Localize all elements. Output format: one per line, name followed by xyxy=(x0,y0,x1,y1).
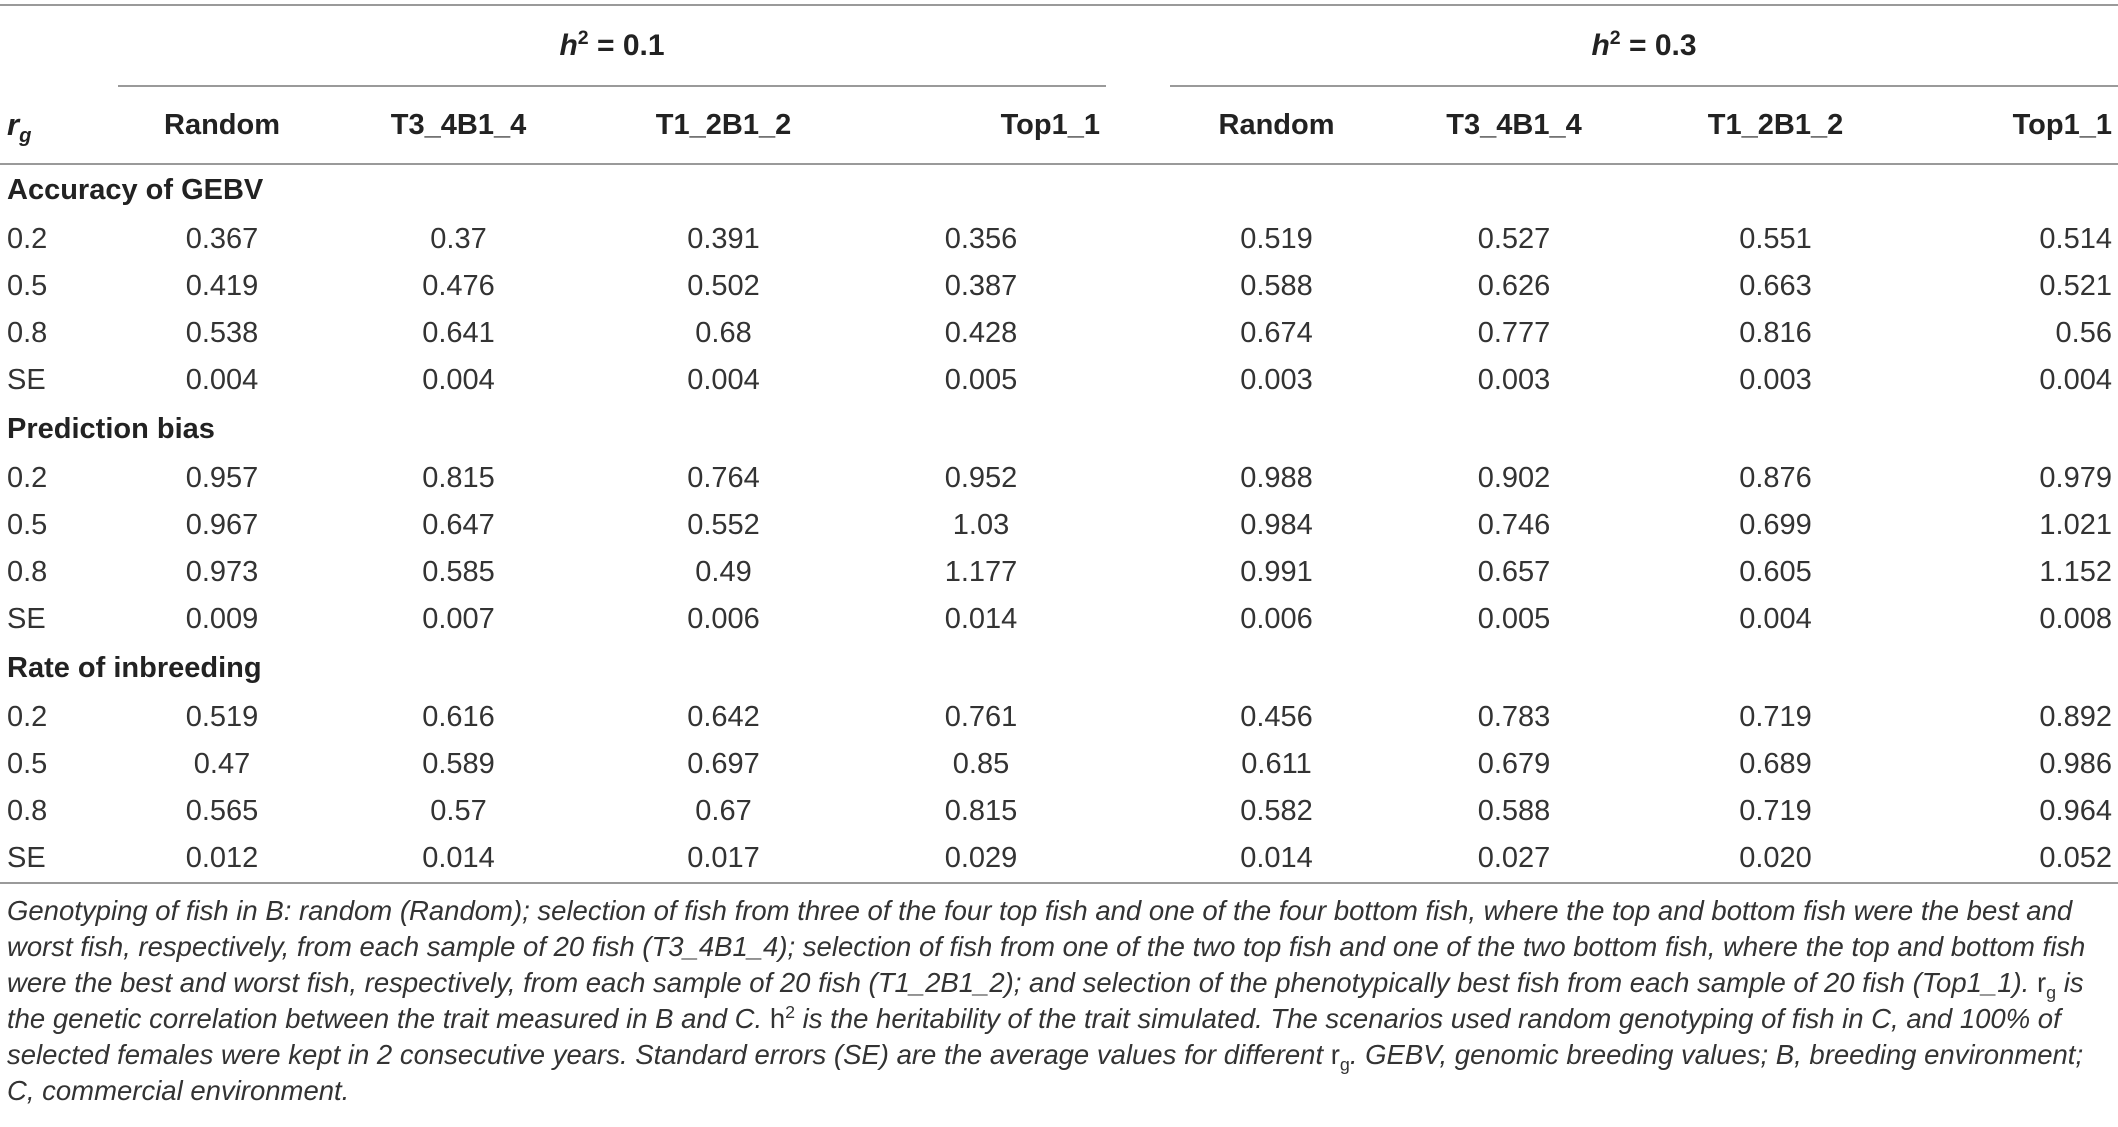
table-caption: Genotyping of fish in B: random (Random); selection of fish from three of the four top fish and one of the four bottom fish, where the top and bottom fish were the best and worst fish, respectively, from each sample of 20 fish (T3_4B1_4); selection of fish from one of the two top fish and one of the two bottom fish, where the top and bottom fish were the best and worst fish, respectively, from each sample of 20 fish (T1_2B1_2); and selection of the phenotypically best fish from each sample of 20 fish (Top1_1). $r_g$ is the genetic correlation between the trait measured in B and C. $h^2$ is the heritability of the trait simulated. The scenarios used random genotyping of fish in C, and 100% of selected females were kept in 2 consecutive years. Standard errors (SE) are the average values for different $r_g$. GEBV, genomic breeding values; B, breeding environment; C, commercial environment. xyxy=(7,895,2086,1106)
results-table-container xyxy=(0,4,2118,884)
group-header-h2-0-1: $h^2 = 0.1$ xyxy=(118,6,1106,86)
column-header: Random xyxy=(1218,108,1335,141)
column-header-row xyxy=(0,86,2118,164)
rg-header: $r_g$ xyxy=(7,106,32,147)
results-table xyxy=(0,4,2118,884)
group-header-row xyxy=(0,6,2118,86)
column-header: T1_2B1_2 xyxy=(1707,108,1844,141)
column-header: T3_4B1_4 xyxy=(1446,108,1582,141)
table-row: 0.5 0.967 0.647 0.552 1.03 0.984 0.746 0.699 1.021 xyxy=(7,509,2112,541)
table-row: 0.2 0.957 0.815 0.764 0.952 0.988 0.902 0.876 0.979 xyxy=(7,462,2112,494)
table-row: 0.5 0.47 0.589 0.697 0.85 0.611 0.679 0.689 0.986 xyxy=(7,748,2112,780)
table-row: 0.5 0.419 0.476 0.502 0.387 0.588 0.626 0.663 0.521 xyxy=(7,270,2112,302)
column-header: T1_2B1_2 xyxy=(655,108,792,141)
column-header: Top1_1 xyxy=(2012,108,2112,141)
group-header-h2-0-3: $h^2 = 0.3$ xyxy=(1170,6,2118,86)
column-header: T3_4B1_4 xyxy=(390,108,527,141)
table-row: 0.2 0.367 0.37 0.391 0.356 0.519 0.527 0.551 0.514 xyxy=(7,223,2112,255)
table-row: 0.8 0.538 0.641 0.68 0.428 0.674 0.777 0.816 0.56 xyxy=(7,317,2112,349)
table-row: 0.2 0.519 0.616 0.642 0.761 0.456 0.783 0.719 0.892 xyxy=(7,701,2112,733)
section-header: Prediction bias xyxy=(7,413,215,445)
table-row: 0.8 0.565 0.57 0.67 0.815 0.582 0.588 0.719 0.964 xyxy=(7,795,2112,827)
column-header: Random xyxy=(164,108,280,141)
table-row: SE 0.009 0.007 0.006 0.014 0.006 0.005 0.004 0.008 xyxy=(7,603,2112,635)
section-header: Rate of inbreeding xyxy=(7,652,262,684)
table-row: SE 0.012 0.014 0.017 0.029 0.014 0.027 0.020 0.052 xyxy=(0,835,2118,883)
column-header: Top1_1 xyxy=(1000,108,1100,141)
table-row: SE 0.004 0.004 0.004 0.005 0.003 0.003 0.003 0.004 xyxy=(7,364,2112,396)
section-header: Accuracy of GEBV xyxy=(7,174,264,206)
table-row: 0.8 0.973 0.585 0.49 1.177 0.991 0.657 0.605 1.152 xyxy=(7,556,2112,588)
